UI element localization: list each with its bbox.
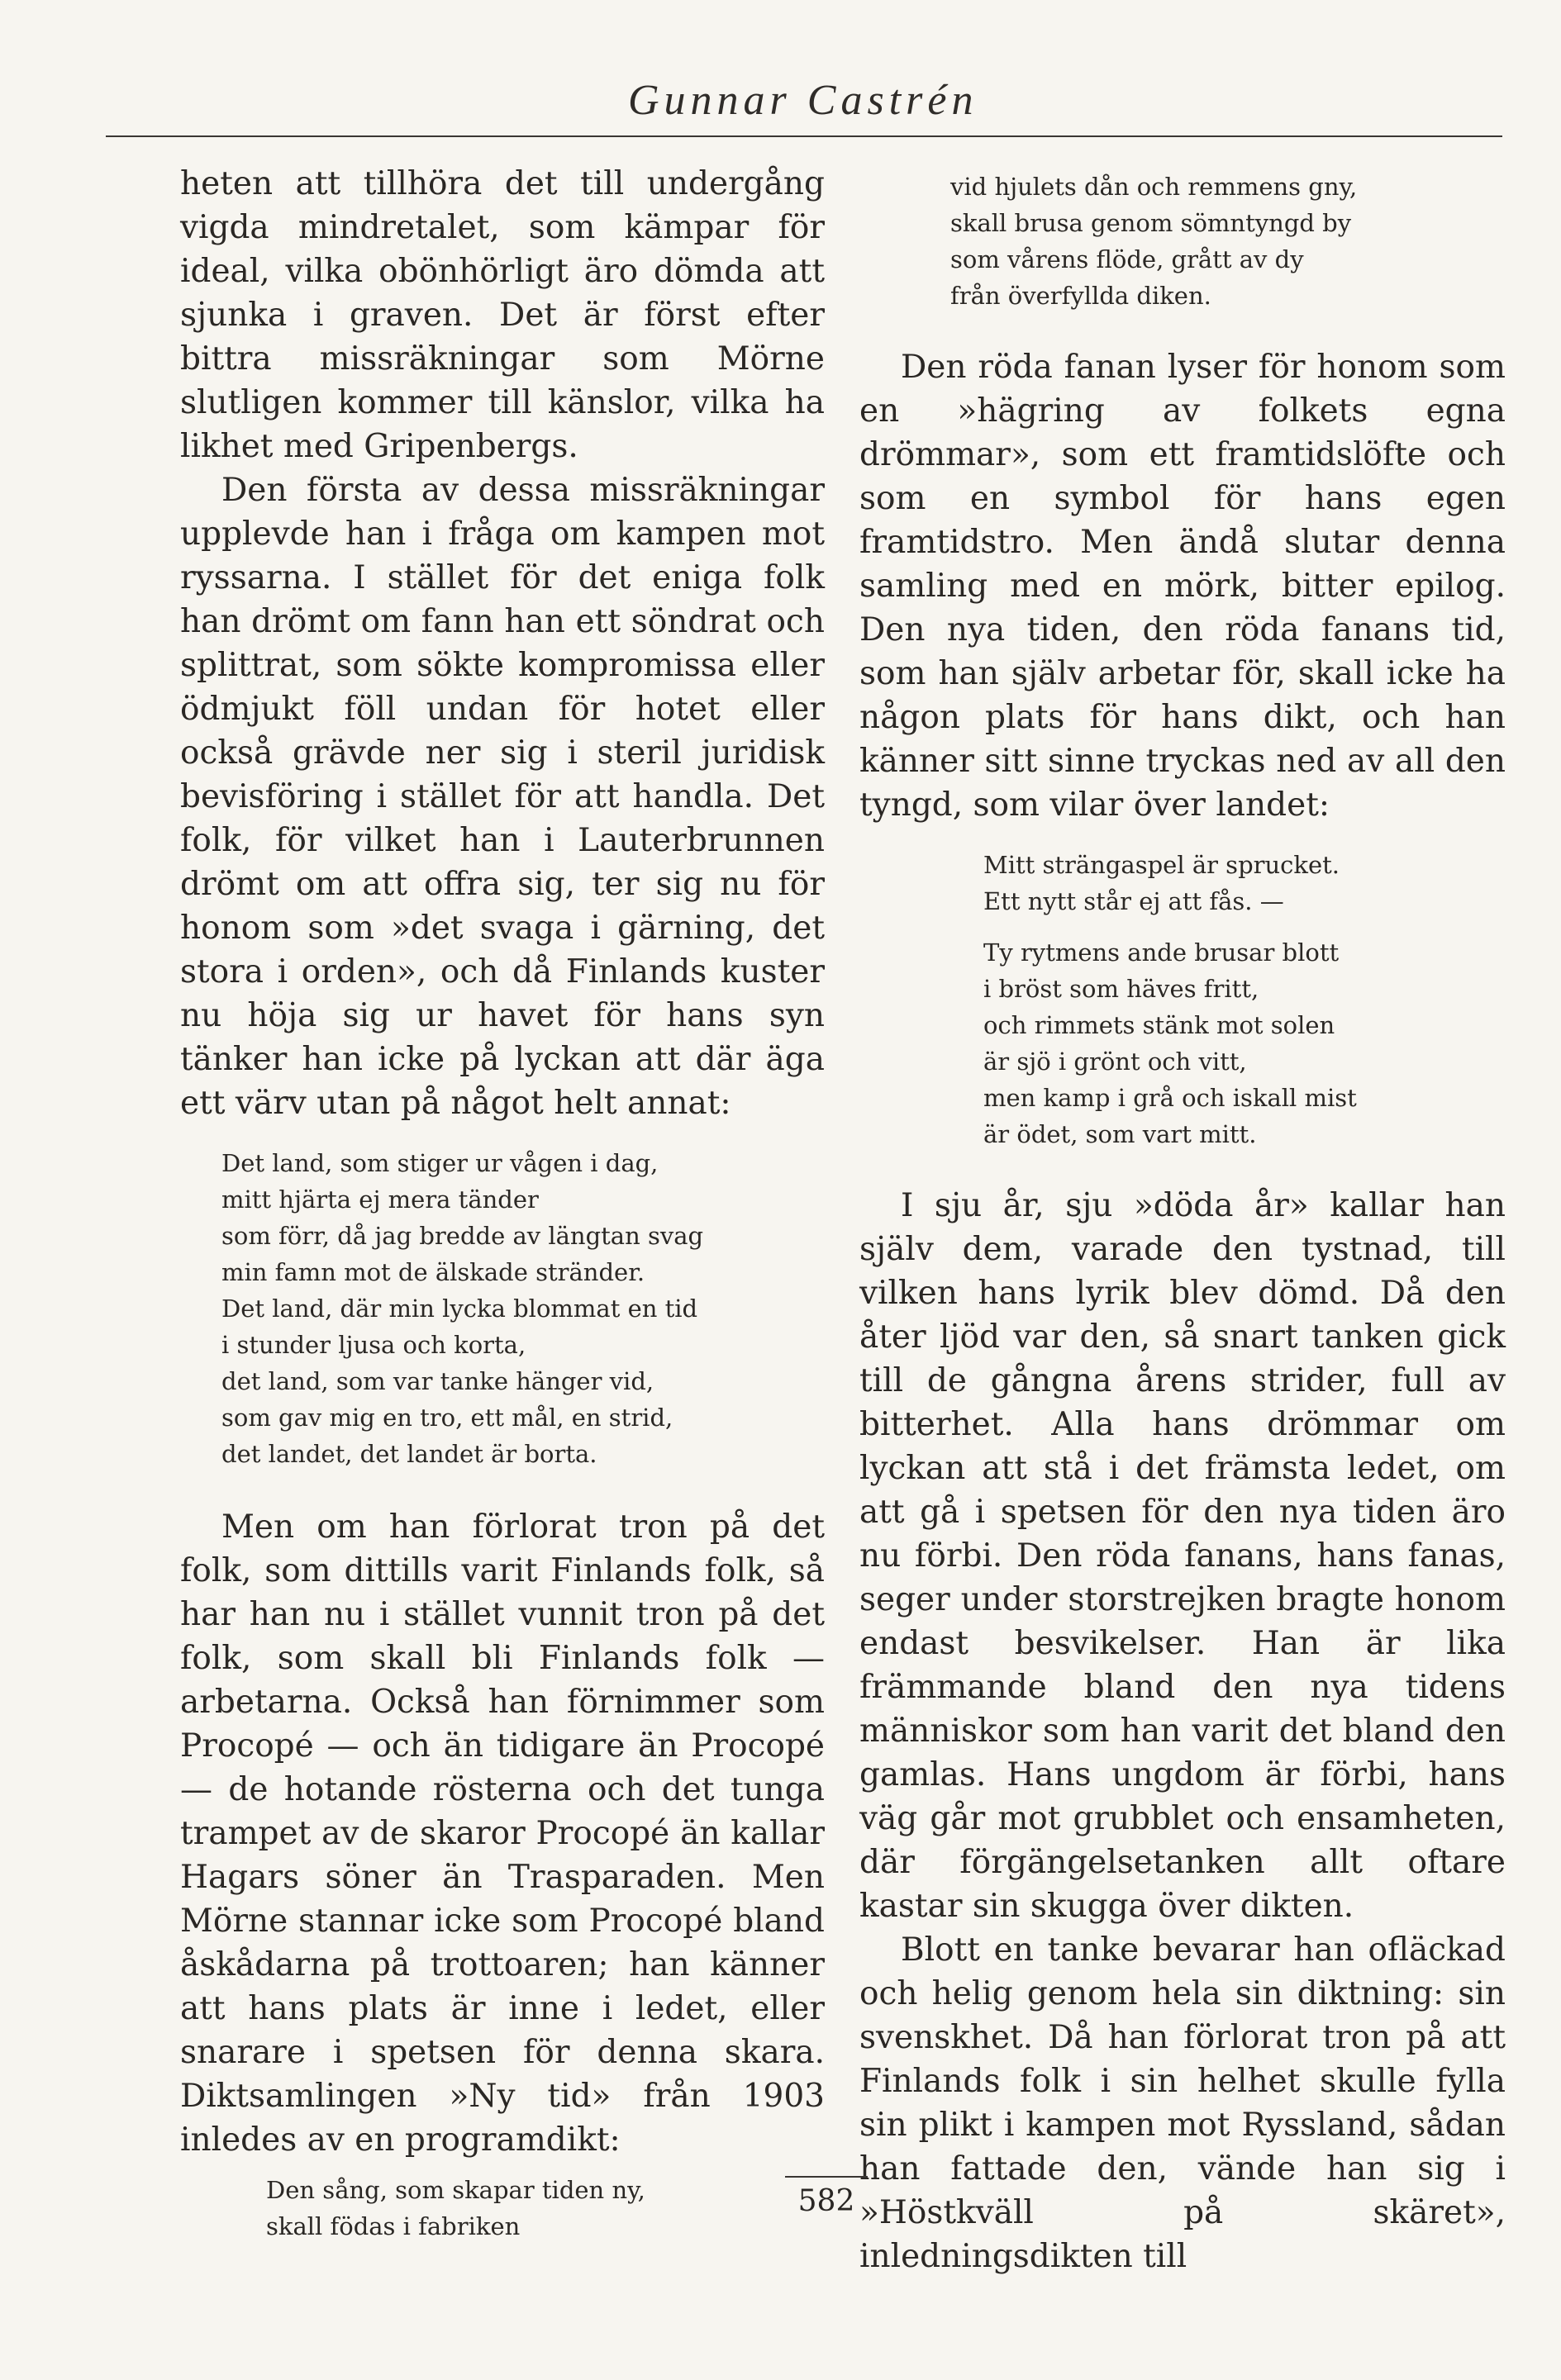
poem-line: Den sång, som skapar tiden ny, xyxy=(266,2176,645,2204)
poem-line: Mitt strängaspel är sprucket. xyxy=(983,851,1340,879)
paragraph-3: Men om han förlorat tron på det folk, som dittills varit Finlands folk, så har han nu i stället vunnit tron på det folk, som skall bli Finlands folk — arbetarna. Också han förnimmer som Procopé — och än tidigare än Procopé — de hotande rösterna och det tunga trampet av de skaror Procopé än kallar Hagars söner än Trasparaden. Men Mörne stannar icke som Procopé bland åskådarna på trottoaren; han känner att hans plats är inne i ledet, eller snarare i spetsen för denna skara. Diktsamlingen »Ny tid» från 1903 inledes av en programdikt: xyxy=(180,1508,825,2159)
poem-line: i stunder ljusa och korta, xyxy=(221,1331,526,1359)
poem-line: som gav mig en tro, ett mål, en strid, xyxy=(221,1404,673,1432)
paragraph-4: Den röda fanan lyser för honom som en »hägring av folkets egna drömmar», som ett framtidslöfte och som en symbol för hans egen framtidstro. Men ändå slutar denna samling med en mörk, bitter epilog. Den nya tiden, den röda fanans tid, som han själv arbetar för, skall icke ha någon plats för hans dikt, och han känner sitt sinne tryckas ned av all den tyngd, som vilar över landet: xyxy=(859,349,1506,824)
poem-line: skall brusa genom sömntyngd by xyxy=(950,209,1352,237)
poem-line: Ty rytmens ande brusar blott xyxy=(983,938,1340,967)
poem-2 xyxy=(266,2172,825,2245)
poem-4 xyxy=(983,847,1506,1152)
poem-1 xyxy=(221,1145,825,1472)
poem-line: men kamp i grå och iskall mist xyxy=(983,1084,1357,1112)
running-header: Gunnar Castrén xyxy=(628,77,978,124)
paragraph-1: heten att tillhöra det till undergång vigda mindretalet, som kämpar för ideal, vilka obönhörligt äro dömda att sjunka i graven. Det är först efter bittra missräkningar som Mörne slutligen kommer till känslor, vilka ha likhet med Gripenbergs. xyxy=(180,165,825,465)
poem-line: som vårens flöde, grått av dy xyxy=(950,245,1304,273)
poem-line: som förr, då jag bredde av längtan svag xyxy=(221,1222,704,1250)
stanza-gap xyxy=(983,919,1506,934)
poem-line: Ett nytt står ej att fås. — xyxy=(983,887,1284,915)
paragraph-2: Den första av dessa missräkningar upplevde han i fråga om kampen mot ryssarna. I stället för det eniga folk han drömt om fann han ett söndrat och splittrat, som sökte kompromissa eller ödmjukt föll undan för hotet eller också grävde ner sig i steril juridisk bevisföring i stället för att handla. Det folk, för vilket han i Lauterbrunnen drömt om att offra sig, ter sig nu för honom som »det svaga i gärning, det stora i orden», och då Finlands kuster nu höja sig ur havet för hans syn tänker han icke på lyckan att där äga ett värv utan på något helt annat: xyxy=(180,472,825,1122)
poem-line: från överfyllda diken. xyxy=(950,282,1211,310)
poem-line: skall födas i fabriken xyxy=(266,2212,521,2240)
header-rule xyxy=(106,135,1502,137)
poem-line: är ödet, som vart mitt. xyxy=(983,1120,1257,1148)
poem-line: Det land, som stiger ur vågen i dag, xyxy=(221,1149,659,1177)
poem-line: det landet, det landet är borta. xyxy=(221,1440,597,1468)
poem-line: vid hjulets dån och remmens gny, xyxy=(950,173,1358,201)
poem-line: Det land, där min lycka blommat en tid xyxy=(221,1295,698,1323)
paragraph-6: Blott en tanke bevarar han ofläckad och helig genom hela sin diktning: sin svenskhet. Då han förlorat tron på att Finlands folk i sin helhet skulle fylla sin plikt i kampen mot Ryssland, sådan han fattade den, vände han sig i »Höstkväll på skäret», inledningsdikten till xyxy=(859,1931,1506,2275)
poem-line: i bröst som häves fritt, xyxy=(983,975,1259,1003)
poem-line: är sjö i grönt och vitt, xyxy=(983,1047,1247,1076)
poem-line: min famn mot de älskade stränder. xyxy=(221,1258,645,1286)
left-column xyxy=(180,162,825,2245)
poem-line: och rimmets stänk mot solen xyxy=(983,1011,1335,1039)
paragraph-5: I sju år, sju »döda år» kallar han själv dem, varade den tystnad, till vilken hans lyrik blev dömd. Då den åter ljöd var den, så snart tanken gick till de gångna årens strider, full av bitterhet. Alla hans drömmar om lyckan att stå i det främsta ledet, om att gå i spetsen för den nya tiden äro nu förbi. Den röda fanans, hans fanas, seger under storstrejken bragte honom endast besvikelser. Han är lika främmande bland den nya tidens människor som han varit det bland den gamlas. Hans ungdom är förbi, hans väg går mot grubblet och ensamheten, där förgängelsetanken allt oftare kastar sin skugga över dikten. xyxy=(859,1187,1506,1925)
poem-line: det land, som var tanke hänger vid, xyxy=(221,1367,654,1395)
page-number: 582 xyxy=(785,2176,868,2218)
poem-line: mitt hjärta ej mera tänder xyxy=(221,1185,539,1214)
right-column xyxy=(859,162,1506,2278)
poem-3 xyxy=(950,169,1506,314)
